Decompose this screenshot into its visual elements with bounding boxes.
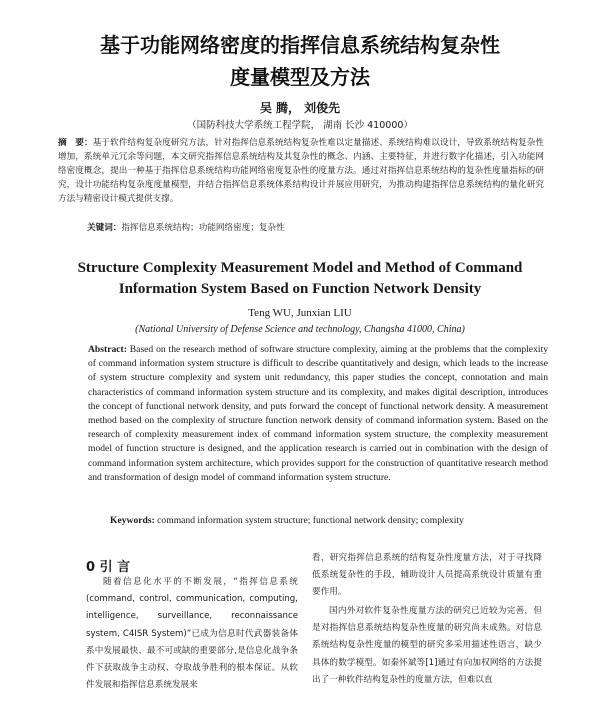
english-affiliation: (National University of Defense Science and technology, Changsha 41000, China): [135, 324, 465, 335]
chinese-title-line-1: 基于功能网络密度的指挥信息系统结构复杂性: [100, 33, 500, 57]
chinese-abstract-text: 基于软件结构复杂度研究方法，针对指挥信息系统结构复杂性难以定量描述、系统结构难以设计，导致系统结构复杂性增加，系统单元冗余等问题，本文研究指挥信息系统结构及其复杂性的概念、内涵、主要特征，并进行数字化描述，引入功能网络密度概念，提出一种基于指挥信息系统结构功能网络密度复杂性的度量方法。通过对指挥信息系统结构的复杂性度量指标的研究，设计功能结构复杂度度量模型，并结合指挥信息系统体系结构设计并展应用研究，为推动构建指挥信息系统结构的量化研究方法与精密设计模式提供支撑。: [58, 138, 544, 204]
english-title-line-2: Information System Based on Function Network Density: [118, 281, 482, 297]
english-abstract-label: Abstract:: [88, 344, 127, 355]
chinese-keywords: [87, 222, 547, 235]
english-abstract: [88, 343, 548, 485]
body-left-column: 随着信息化水平的不断发展，“指挥信息系统(command, control, communication, computing, intelligence, surveillance, reconnaissance system, C4ISR System)”已成为信息时代武器装备体系中发展最快、最不可或缺的重要部分,是信息化战争条件下获取战争主动权、夺取战争胜利的根本保证。从软件发展和指挥信息系统发展来: [86, 577, 298, 691]
english-authors: Teng WU, Junxian LIU: [248, 307, 352, 319]
chinese-affiliation: （国防科技大学系统工程学院， 湖南 长沙 410000）: [187, 120, 413, 131]
body-right-column-para-2: 国内外对软件复杂性度量方法的研究已近较为完善，但是对指挥信息系统结构复杂性度量的研究尚未成熟。对信息系统结构复杂性度量的模型的研究多采用描述性语言，缺少具体的数学模型。如秦怀斌等[1]通过有向加权网络的方法提出了一种软件结构复杂性的度量方法，但难以直: [312, 606, 542, 685]
chinese-abstract: [58, 137, 544, 207]
section-heading-introduction: 0 引 言: [86, 560, 131, 575]
english-abstract-text: Based on the research method of software structure complexity, aiming at the problems that the complexity of command information system structure is difficult to describe quantitatively and design, which leads to the increase of system structure complexity and system unit redundancy, this paper studies the concept, connotation and main characteristics of command information system structure and its complexity, and makes digital description, introduces the concept of functional network density, and puts forward the concept of functional network density. A measurement method based on the complexity of structure function network density of command information system. Based on the research of complexity measurement index of command information system structure, the complexity measurement model of function structure is designed, and the application research is carried out in combination with the design of command information system architecture, which provides support for the construction of quantitative research method and transformation of design model of command information system structure.: [88, 344, 548, 483]
chinese-keywords-text: 指挥信息系统结构；功能网络密度；复杂性: [121, 223, 285, 233]
body-right-column-para-1: 看，研究指挥信息系统的结构复杂性度量方法，对于寻找降低系统复杂性的手段，辅助设计人员提高系统设计质量有重要作用。: [312, 553, 542, 598]
english-keywords: [110, 515, 550, 526]
chinese-keywords-label: 关键词：: [87, 223, 122, 233]
chinese-title-line-2: 度量模型及方法: [230, 65, 370, 89]
chinese-abstract-label: 摘 要：: [58, 138, 93, 148]
english-title-line-1: Structure Complexity Measurement Model and Method of Command: [77, 260, 523, 276]
english-keywords-text: command information system structure; functional network density; complexity: [157, 515, 464, 526]
english-keywords-label: Keywords:: [110, 515, 155, 526]
chinese-authors: 吴 腾， 刘俊先: [259, 101, 341, 115]
